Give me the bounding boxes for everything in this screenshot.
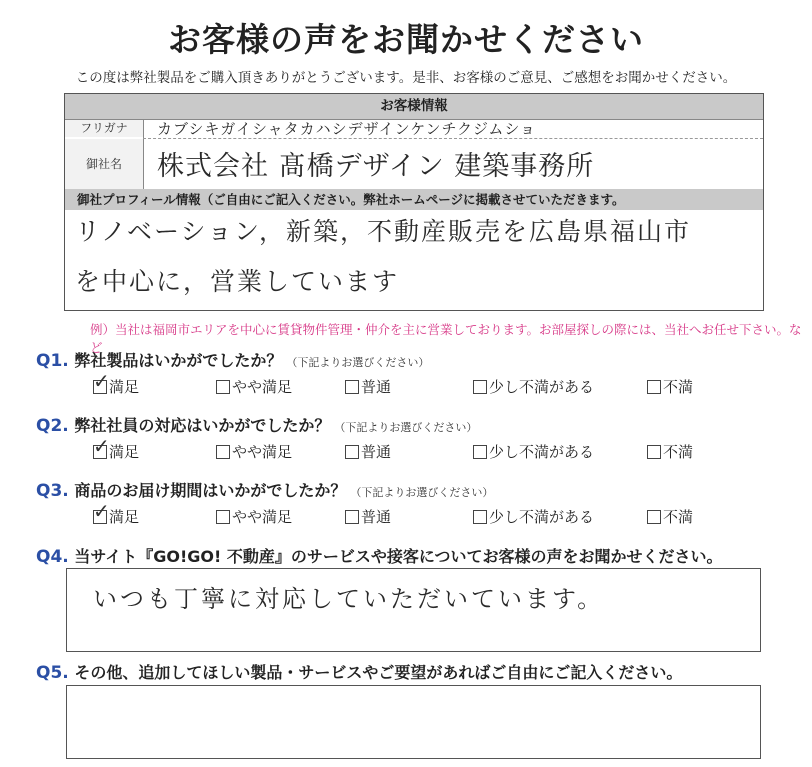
checkbox[interactable] [93, 499, 110, 524]
question-3 [36, 478, 493, 501]
profile-line-1[interactable]: リノベーション，新築，不動産販売を広島県福山市 [75, 217, 692, 246]
intro-text: この度は弊社製品をご購入頂きありがとうございます。是非、お客様のご意見、ご感想をお聞かせください。 [75, 70, 737, 86]
q1-option-satisfied[interactable]: ✓ 満足 [93, 369, 140, 396]
q5-answer-field[interactable] [66, 685, 761, 759]
divider [143, 119, 144, 189]
furigana-field[interactable]: カブシキガイシャタカハシデザインケンチクジムショ [157, 120, 537, 138]
check-icon: ✓ [93, 369, 110, 393]
question-number: Q1. [36, 351, 69, 371]
checkbox[interactable] [93, 434, 110, 459]
q4-answer-text: いつも丁寧に対応していただいています。 [93, 585, 605, 613]
q1-option-dissatisfied[interactable]: 不満 [647, 376, 693, 397]
q2-option-dissatisfied[interactable]: 不満 [647, 441, 693, 462]
question-2 [36, 413, 477, 436]
check-icon: ✓ [93, 434, 110, 458]
checkbox[interactable] [647, 510, 661, 524]
example-text: 例）当社は福岡市エリアを中心に賃貸物件管理・仲介を主に営業しております。お部屋探しの際には、当社へお任せ下さい。など [90, 322, 802, 355]
q3-option-dissatisfied[interactable]: 不満 [647, 506, 693, 527]
question-4 [36, 544, 723, 567]
question-number: Q3. [36, 481, 69, 501]
checkbox[interactable] [345, 445, 359, 459]
question-number: Q2. [36, 416, 69, 436]
check-icon: ✓ [93, 499, 110, 523]
q1-option-normal[interactable]: 普通 [345, 376, 391, 397]
checkbox[interactable] [216, 445, 230, 459]
checkbox[interactable] [473, 445, 487, 459]
profile-header: 御社プロフィール情報（ご自由にご記入ください。弊社ホームページに掲載させていただきます。 [65, 189, 763, 210]
question-text: その他、追加してほしい製品・サービスやご要望があればご自由にご記入ください。 [74, 663, 683, 682]
question-1 [36, 348, 429, 371]
q3-option-normal[interactable]: 普通 [345, 506, 391, 527]
checkbox[interactable] [345, 510, 359, 524]
question-sub: （下記よりお選びください） [334, 421, 478, 434]
question-text: 弊社製品はいかがでしたか？ [74, 351, 283, 370]
page-title: お客様の声をお聞かせください [168, 20, 644, 59]
checkbox[interactable] [93, 369, 110, 394]
question-text: 商品のお届け期間はいかがでしたか？ [74, 481, 347, 500]
q3-option-somewhat-satisfied[interactable]: やや満足 [216, 506, 292, 527]
checkbox[interactable] [473, 380, 487, 394]
checkbox[interactable] [647, 380, 661, 394]
question-number: Q5. [36, 663, 69, 683]
customer-info-table [64, 93, 764, 311]
q2-option-somewhat-satisfied[interactable]: やや満足 [216, 441, 292, 462]
checkbox[interactable] [345, 380, 359, 394]
q2-option-normal[interactable]: 普通 [345, 441, 391, 462]
q3-option-satisfied[interactable]: ✓ 満足 [93, 499, 140, 526]
q1-option-somewhat-satisfied[interactable]: やや満足 [216, 376, 292, 397]
q4-answer-field[interactable] [66, 568, 761, 652]
question-number: Q4. [36, 547, 69, 567]
company-label: 御社名 [65, 139, 143, 189]
question-sub: （下記よりお選びください） [350, 486, 494, 499]
question-5 [36, 660, 682, 683]
question-text: 当サイト『GO!GO! 不動産』のサービスや接客についてお客様の声をお聞かせください。 [74, 547, 723, 566]
company-name-field[interactable]: 株式会社 髙橋デザイン 建築事務所 [157, 151, 595, 182]
q2-option-slightly-dissatisfied[interactable]: 少し不満がある [473, 441, 594, 462]
checkbox[interactable] [473, 510, 487, 524]
q2-option-satisfied[interactable]: ✓ 満足 [93, 434, 140, 461]
furigana-label: フリガナ [65, 120, 143, 137]
checkbox[interactable] [647, 445, 661, 459]
q1-option-slightly-dissatisfied[interactable]: 少し不満がある [473, 376, 594, 397]
question-text: 弊社社員の対応はいかがでしたか？ [74, 416, 331, 435]
question-sub: （下記よりお選びください） [286, 356, 430, 369]
divider [143, 138, 763, 139]
profile-line-2[interactable]: を中心に，営業しています [75, 267, 400, 296]
checkbox[interactable] [216, 510, 230, 524]
customer-info-header: お客様情報 [65, 94, 763, 119]
q3-option-slightly-dissatisfied[interactable]: 少し不満がある [473, 506, 594, 527]
checkbox[interactable] [216, 380, 230, 394]
